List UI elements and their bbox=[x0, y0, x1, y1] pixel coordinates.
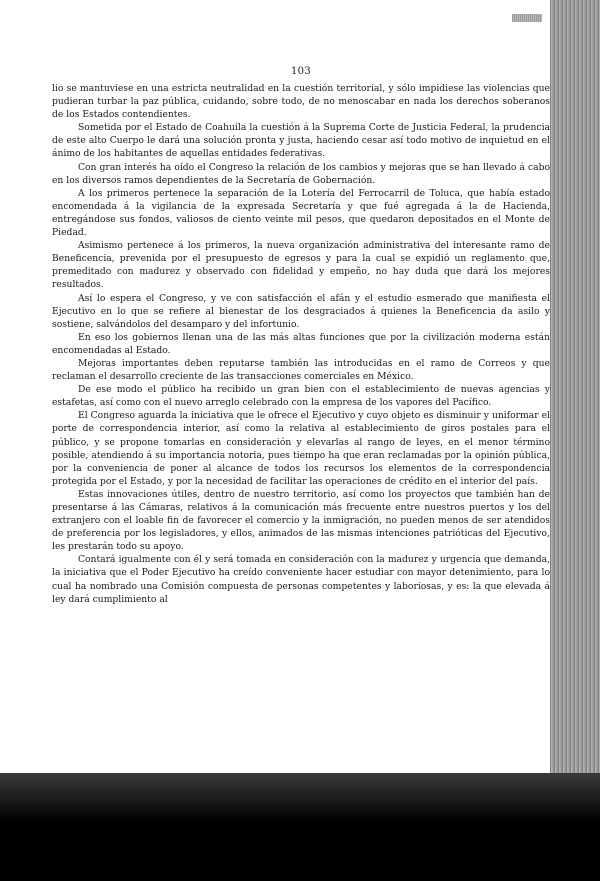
paragraph-5: Asimismo pertenece á los primeros, la nueva organización administrativa del interesante ramo de Beneficencia, prevenida por el presupuesto de egresos y para la cual se expidió un reglamento que, premeditado con madurez y observado con fidelidad y empeño, no hay duda que dará los mejores resultados. bbox=[52, 240, 550, 291]
document-page bbox=[52, 66, 550, 606]
paragraph-8: Mejoras importantes deben reputarse también las introducidas en el ramo de Correos y que reclaman el desarrollo creciente de las transacciones comerciales en México. bbox=[52, 357, 550, 383]
paragraph-12: Contará igualmente con él y será tomada en consideración con la madurez y urgencia que demanda, la iniciativa que el Poder Ejecutivo ha creído conveniente hacer estudiar con mayor detenimiento, para lo cual ha nombrado una Comisión compuesta de personas competentes y laboriosas, y es: la que elevada á ley dará cumplimiento al bbox=[52, 554, 550, 605]
scan-edge-right bbox=[550, 0, 600, 881]
scan-corner-mark bbox=[512, 14, 542, 22]
paragraph-1: lio se mantuviese en una estricta neutralidad en la cuestión territorial, y sólo impidiese las violencias que pudieran turbar la paz pública, cuidando, sobre todo, de no menoscabar en nada los derechos soberanos de los Estados contendientes. bbox=[52, 83, 550, 121]
paragraph-3: Con gran interés ha oído el Congreso la relación de los cambios y mejoras que se han llevado á cabo en los diversos ramos dependientes de la Secretaría de Gobernación. bbox=[52, 161, 550, 186]
page-number: 103 bbox=[291, 66, 311, 77]
paragraph-7: En eso los gobiernos llenan una de las más altas funciones que por la civilización moderna están encomendadas al Estado. bbox=[52, 331, 550, 356]
paragraph-6: Así lo espera el Congreso, y ve con satisfacción el afán y el estudio esmerado que manifiesta el Ejecutivo en lo que se refiere al bienestar de los desgraciados á quienes la Beneficencia da asilo y sostiene, salvándolos del desamparo y del infortunio. bbox=[52, 292, 550, 330]
paragraph-4: A los primeros pertenece la separación de la Lotería del Ferrocarril de Toluca, que había estado encomendada á la vigilancia de la expresada Secretaría y que fué agregada á la de Hacienda, entregándose sus fondos, valiosos de ciento veinte mil pesos, que quedaron depositados en el Monte de Piedad. bbox=[52, 187, 550, 239]
paragraph-11: Estas innovaciones útiles, dentro de nuestro territorio, así como los proyectos que también han de presentarse á las Cámaras, relativos á la comunicación más frecuente entre nuestros puertos y los del extranjero con el loable fin de favorecer el comercio y la inmigración, no pueden menos de ser atendidos de preferencia por los legisladores, y ellos, animados de las mismas intenciones patrióticas del Ejecutivo, les prestarán todo su apoyo. bbox=[52, 488, 550, 553]
paragraph-9: De ese modo el público ha recibido un gran bien con el establecimiento de nuevas agencias y estafetas, así como con el nuevo arreglo celebrado con la empresa de los vapores del Pacífico. bbox=[52, 384, 550, 409]
paragraph-2: Sometida por el Estado de Coahuila la cuestión á la Suprema Corte de Justicia Federal, la prudencia de este alto Cuerpo le dará una solución pronta y justa, haciendo cesar así todo motivo de inquietud en el ánimo de los habitantes de aquellas entidades federativas. bbox=[52, 122, 550, 160]
paragraph-10: El Congreso aguarda la iniciativa que le ofrece el Ejecutivo y cuyo objeto es disminuir y uniformar el porte de correspondencia interior, así como la relativa al establecimiento de giros postales para el público, y se propone tomarlas en consideración y elevarlas al rango de leyes, en el menor término posible, atendiendo á su importancia notoria, pues tiempo ha que eran reclamadas por la opinión pública, por la conveniencia de poner al alcance de todos los recursos los elementos de la correspondencia protegida por el Estado, y por la necesidad de facilitar las operaciones de crédito en el interior del país. bbox=[52, 410, 550, 487]
scan-edge-bottom bbox=[0, 773, 600, 881]
